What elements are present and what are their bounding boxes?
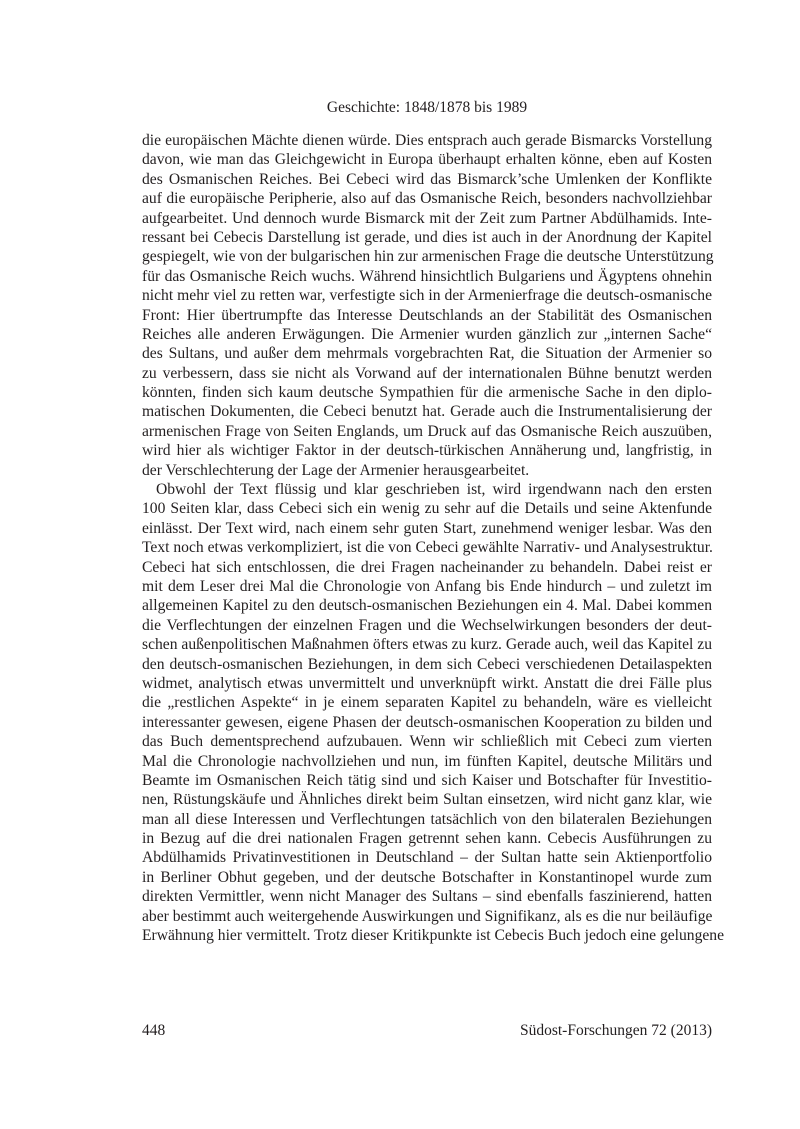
text-line: Text noch etwas verkompliziert, ist die von Cebeci gewählte Narrativ- und Analysestruktur.: [142, 539, 713, 557]
text-line: schen außenpolitischen Maßnahmen öfters etwas zu kurz. Gerade auch, weil das Kapitel zu: [142, 636, 712, 654]
text-line: Erwähnung hier vermittelt. Trotz dieser Kritikpunkte ist Cebecis Buch jedoch eine gelungene: [142, 927, 725, 945]
text-line: für das Osmanische Reich wuchs. Während hinsichtlich Bulgariens und Ägyptens ohnehin: [142, 267, 712, 285]
text-line: Abdülhamids Privatinvestitionen in Deutschland – der Sultan hatte sein Aktienportfolio: [142, 849, 712, 867]
text-line: den deutsch-osmanischen Beziehungen, in dem sich Cebeci verschiedenen Detailaspekten: [142, 655, 712, 673]
text-line: aber bestimmt auch weitergehende Auswirkungen und Signifikanz, als es die nur beiläufige: [142, 907, 713, 925]
body-text: [142, 131, 725, 945]
text-line: Reiches alle anderen Erwägungen. Die Armenier wurden gänzlich zur „internen Sache“: [142, 325, 712, 343]
text-line: 100 Seiten klar, dass Cebeci sich ein wenig zu sehr auf die Details und seine Aktenfunde: [142, 500, 712, 518]
text-line: direkten Vermittler, wenn nicht Manager des Sultans – sind ebenfalls faszinierend, hatten: [142, 888, 712, 906]
text-line: einlässt. Der Text wird, nach einem sehr guten Start, zunehmend weniger lesbar. Was den: [142, 519, 712, 537]
text-line: auf die europäische Peripherie, also auf das Osmanische Reich, besonders nachvollziehbar: [142, 190, 712, 208]
text-line: allgemeinen Kapitel zu den deutsch-osmanischen Beziehungen ein 4. Mal. Dabei kommen: [142, 597, 712, 615]
text-line: das Buch dementsprechend aufzubauen. Wenn wir schließlich mit Cebeci zum vierten: [142, 733, 712, 751]
journal-citation: Südost-Forschungen 72 (2013): [519, 1022, 712, 1039]
text-line: Mal die Chronologie nachvollziehen und nun, im fünften Kapitel, deutsche Militärs und: [142, 752, 712, 770]
text-line: ressant bei Cebecis Darstellung ist gerade, und dies ist auch in der Anordnung der Kapitel: [142, 228, 712, 246]
page-number: 448: [142, 1022, 166, 1039]
running-head: Geschichte: 1848/1878 bis 1989: [326, 99, 528, 116]
text-line: die europäischen Mächte dienen würde. Dies entsprach auch gerade Bismarcks Vorstellung: [142, 132, 712, 149]
text-line: interessanter gewesen, eigene Phasen der deutsch-osmanischen Kooperation zu bilden und: [142, 713, 712, 731]
paragraph-first-line: Obwohl der Text flüssig und klar geschrieben ist, wird irgendwann nach den ersten: [156, 481, 712, 499]
text-line: Cebeci hat sich entschlossen, die drei Fragen nacheinander zu behandeln. Dabei reist er: [142, 558, 712, 576]
text-line: Beamte im Osmanischen Reich tätig sind und sich Kaiser und Botschafter für Investitio-: [142, 771, 712, 789]
text-line: nen, Rüstungskäufe und Ähnliches direkt beim Sultan einsetzen, wird nicht ganz klar, wie: [142, 791, 712, 809]
text-line: Front: Hier übertrumpfte das Interesse Deutschlands an der Stabilität des Osmanischen: [142, 306, 712, 324]
text-line: könnten, finden sich kaum deutsche Sympathien für die armenische Sache in den diplo-: [142, 384, 712, 402]
text-line: nicht mehr viel zu retten war, verfestigte sich in der Armenierfrage die deutsch-osmanische: [142, 287, 712, 305]
text-line: zu verbessern, dass sie nicht als Vorwand auf der internationalen Bühne benutzt werden: [142, 364, 712, 382]
text-line: des Osmanischen Reiches. Bei Cebeci wird das Bismarck’sche Umlenken der Konflikte: [142, 170, 712, 188]
text-line: wird hier als wichtiger Faktor in der deutsch-türkischen Annäherung und, langfristig, in: [142, 442, 712, 460]
text-line: des Sultans, und außer dem mehrmals vorgebrachten Rat, die Situation der Armenier so: [142, 345, 712, 363]
text-line: matischen Dokumenten, die Cebeci benutzt hat. Gerade auch die Instrumentalisierung der: [142, 403, 712, 421]
text-line: man all diese Interessen und Verflechtungen tatsächlich von den bilateralen Beziehungen: [142, 810, 712, 828]
text-line: aufgearbeitet. Und dennoch wurde Bismarck mit der Zeit zum Partner Abdülhamids. Inte-: [142, 209, 712, 227]
text-line: die Verflechtungen der einzelnen Fragen und die Wechselwirkungen besonders der deut-: [142, 616, 712, 634]
text-line: armenischen Frage von Seiten Englands, um Druck auf das Osmanische Reich auszuüben,: [142, 422, 712, 440]
text-line: gespiegelt, wie von der bulgarischen hin zur armenischen Frage die deutsche Unterstützung: [142, 248, 714, 266]
text-line: mit dem Leser drei Mal die Chronologie von Anfang bis Ende hindurch – und zuletzt im: [142, 577, 712, 595]
paragraph-end-line: der Verschlechterung der Lage der Armenier herausgearbeitet.: [142, 461, 530, 479]
text-line: widmet, analytisch etwas unvermittelt und unverknüpft wirkt. Anstatt die drei Fälle plus: [142, 674, 712, 692]
text-line: in Bezug auf die drei nationalen Fragen getrennt sehen kann. Cebecis Ausführungen zu: [142, 830, 712, 848]
text-line: in Berliner Obhut gegeben, und der deutsche Botschafter in Konstantinopel wurde zum: [142, 868, 712, 886]
text-line: die „restlichen Aspekte“ in je einem separaten Kapitel zu behandeln, wäre es vielleicht: [142, 694, 712, 712]
text-line: davon, wie man das Gleichgewicht in Europa überhaupt erhalten könne, eben auf Kosten: [142, 151, 712, 169]
